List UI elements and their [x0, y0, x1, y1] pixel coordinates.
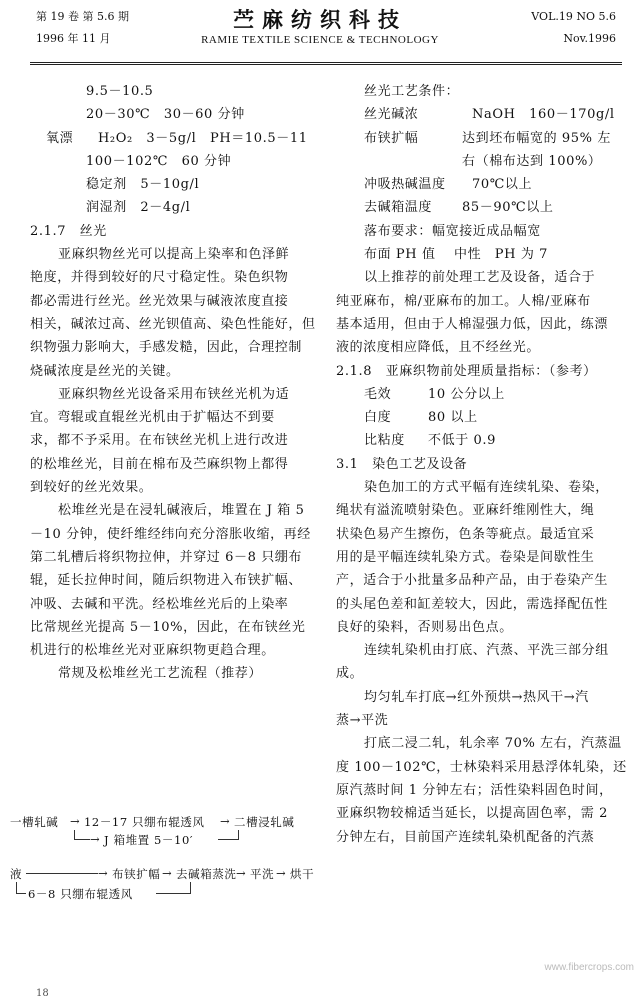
quality-label: 白度 [364, 410, 392, 426]
quality-value: 10 公分以上 [428, 386, 505, 402]
header-rule [30, 62, 622, 65]
condition-value: NaOH 160－170g/l [472, 107, 615, 123]
quality-value: 不低于 0.9 [428, 433, 497, 449]
text-line: 用的是平幅连续轧染方式。卷染是间歇性生 [336, 549, 595, 565]
right-column [336, 80, 628, 849]
date-en: Nov.1996 [563, 32, 616, 45]
page-number: 18 [36, 988, 49, 999]
condition-hot-caustic [336, 173, 628, 196]
text-line: 以上推荐的前处理工艺及设备，适合于 [364, 270, 596, 286]
flow-step-j-box: J 箱堆置 5－10′ [104, 833, 194, 847]
text-line: 相关，碱浓过高、丝光钡值高、染色性能好，但 [30, 316, 316, 332]
condition-label: 丝光碱浓 [364, 107, 419, 123]
arrow-icon: → [98, 866, 109, 880]
text-line: 的头尾色差和缸差较大，因此，需选择配伍性 [336, 596, 609, 612]
text-line: 机进行的松堆丝光对亚麻织物更趋合理。 [30, 643, 275, 659]
text-line: 亚麻织物较棉适当延长，以提高固色率，需 2 [336, 806, 609, 822]
condition-removal-temp [336, 196, 628, 219]
text-line: 良好的染料，否则易出色点。 [336, 619, 513, 635]
condition-value: 达到坯布幅宽的 95% 左 [462, 130, 611, 146]
condition-stenter-cont: 右（棉布达到 100%） [462, 153, 602, 169]
journal-title-en: RAMIE TEXTILE SCIENCE & TECHNOLOGY [201, 34, 439, 46]
quality-label: 毛效 [364, 386, 392, 402]
flow-connector [16, 893, 26, 894]
text-line: 原汽蒸时间 1 分钟左右；活性染料固色时间， [336, 782, 613, 798]
text-line: 第二轧槽后将织物拉伸，并穿过 6－8 只绷布 [30, 549, 303, 565]
temp-time-1: 20－30℃ 30－60 分钟 [86, 107, 245, 123]
condition-label: 去碱箱温度 [364, 200, 433, 216]
text-line: 蒸→平洗 [336, 713, 389, 729]
paragraph-1 [30, 243, 325, 383]
text-line: 烧碱浓度是丝光的关键。 [30, 363, 180, 379]
mercerizing-conditions-title: 丝光工艺条件： [364, 84, 460, 99]
flow-connector [238, 830, 239, 840]
condition-value: 70℃以上 [472, 177, 533, 193]
left-column [30, 80, 325, 686]
text-line: 状染色易产生擦伤，色条等疵点。最适宜采 [336, 526, 595, 542]
text-line: 求，都不予采用。在布铗丝光机上进行改进 [30, 433, 289, 449]
paragraph-8 [336, 732, 628, 848]
arrow-icon: → [276, 866, 287, 880]
condition-label: 布铗扩幅 [364, 130, 419, 146]
journal-title-cn: 苎麻纺织科技 [233, 7, 407, 32]
stabilizer: 稳定剂 5－10g/l [86, 177, 200, 193]
arrow-icon: → [236, 866, 247, 880]
condition-ph [336, 243, 628, 266]
text-line: 织物强力影响大，手感发糙，因此，合理控制 [30, 340, 303, 356]
header-right [531, 6, 616, 50]
volume-cn: 第 19 卷 第 5.6 期 [36, 10, 129, 23]
oxygen-bleach-label: 氧漂 [46, 130, 74, 146]
wetting-agent: 润湿剂 2－4g/l [86, 200, 191, 216]
flow-step-first-padding: 一槽轧碱 [10, 815, 59, 829]
flow-step-caustic-removal: 去碱箱蒸洗 [176, 867, 237, 881]
flow-step-rinse: 平洗 [250, 867, 275, 881]
flow-connector [218, 839, 238, 840]
condition-stenter [336, 127, 628, 150]
text-line: 成。 [336, 666, 364, 682]
flow-step-airing-rollers-2: 6－8 只绷布辊透风 [28, 887, 133, 901]
mercerizing-flow-diagram [10, 808, 328, 928]
date-cn: 1996 年 11 月 [36, 32, 111, 45]
arrow-icon: → [220, 814, 231, 828]
paragraph-7 [336, 686, 628, 733]
oxygen-bleach-line [30, 127, 325, 150]
oxygen-bleach-recipe: H₂O₂ 3－5g/l PH＝10.5－11 [98, 130, 308, 146]
text-line: 冲吸、去碱和平洗。经松堆丝光后的上染率 [30, 596, 289, 612]
text-line: 的松堆丝光，目前在棉布及苎麻织物上都得 [30, 456, 289, 472]
text-line: 绳状有溢流喷射染色。亚麻纤维刚性大，绳 [336, 503, 595, 519]
text-line: 度 100－102℃，士林染料采用悬浮体轧染，还 [336, 759, 627, 775]
text-line: 亚麻织物丝光设备采用布铗丝光机为适 [58, 386, 290, 402]
temp-time-2: 100－102℃ 60 分钟 [86, 153, 232, 169]
text-line: 比常规丝光提高 5－10%，因此，在布铗丝光 [30, 619, 306, 635]
arrow-icon: → [70, 814, 81, 828]
text-line: 连续轧染机由打底、汽蒸、平洗三部分组 [364, 643, 609, 659]
paragraph-4 [336, 266, 628, 359]
flow-connector [74, 839, 90, 840]
arrow-icon: → [162, 866, 173, 880]
section-3-1: 3.1 染色工艺及设备 [336, 456, 468, 472]
paragraph-5 [336, 476, 628, 639]
text-line: 液的浓度相应降低，且不经丝光。 [336, 340, 541, 356]
arrow-icon: → [90, 832, 101, 846]
flow-step-liquor: 液 [10, 867, 23, 881]
text-line: 宜。弯辊或直辊丝光机由于扩幅达不到要 [30, 410, 275, 426]
flow-connector [156, 893, 190, 894]
text-line: 打底二浸二轧，轧余率 70% 左右，汽蒸温 [364, 736, 622, 752]
flow-title: 常规及松堆丝光工艺流程（推荐） [58, 666, 263, 682]
quality-absorbency [336, 383, 628, 406]
flow-connector [26, 873, 98, 874]
flow-step-clip-stenter: 布铗扩幅 [112, 867, 161, 881]
ph-range: 9.5－10.5 [86, 84, 154, 99]
text-line: 产，适合于小批量多品种产品，由于卷染产生 [336, 573, 609, 589]
text-line: 辊，延长拉伸时间，随后织物进入布铗扩幅、 [30, 573, 303, 589]
text-line: 染色加工的方式平幅有连续轧染、卷染， [364, 480, 609, 496]
text-line: 到较好的丝光效果。 [30, 480, 153, 496]
paragraph-3 [30, 499, 325, 662]
flow-step-second-padding: 二槽浸轧碱 [234, 815, 295, 829]
text-line: 基本适用，但由于人棉湿强力低，因此，练漂 [336, 316, 609, 332]
flow-step-airing-rollers: 12－17 只绷布辊透风 [84, 815, 205, 829]
flow-connector [190, 882, 191, 894]
condition-value: 85－90℃以上 [462, 200, 554, 216]
condition-label: 布面 PH 值 [364, 247, 436, 263]
quality-value: 80 以上 [428, 410, 478, 426]
quality-label: 比粘度 [364, 433, 405, 449]
text-line: 均匀轧车打底→红外预烘→热风干→汽 [364, 689, 589, 705]
text-line: 松堆丝光是在浸轧碱液后，堆置在 J 箱 5 [58, 503, 305, 519]
condition-label: 冲吸热碱温度 [364, 177, 446, 193]
text-line: 纯亚麻布，棉/亚麻布的加工。人棉/亚麻布 [336, 293, 591, 309]
paragraph-6 [336, 639, 628, 686]
section-2-1-8: 2.1.8 亚麻织物前处理质量指标：（参考） [336, 363, 597, 379]
text-line: －10 分钟，使纤维经纬向充分溶胀收缩，再经 [30, 526, 311, 542]
quality-viscosity [336, 429, 628, 452]
volume-en: VOL.19 NO 5.6 [531, 10, 616, 23]
paragraph-2 [30, 383, 325, 499]
journal-header [0, 0, 640, 62]
quality-whiteness [336, 406, 628, 429]
watermark: www.fibercrops.com [544, 962, 634, 973]
condition-caustic [336, 103, 628, 126]
section-2-1-7: 2.1.7 丝光 [30, 223, 107, 239]
text-line: 分钟左右，目前国产连续轧染机配备的汽蒸 [336, 829, 595, 845]
condition-value: 中性 PH 为 7 [454, 247, 549, 263]
text-line: 都必需进行丝光。丝光效果与碱液浓度直接 [30, 293, 289, 309]
text-line: 亚麻织物丝光可以提高上染率和色泽鲜 [58, 247, 290, 263]
text-line: 艳度，并得到较好的尺寸稳定性。染色织物 [30, 270, 289, 286]
flow-step-dry: 烘干 [290, 867, 315, 881]
condition-output: 落布要求：幅宽接近成品幅宽 [364, 223, 541, 239]
